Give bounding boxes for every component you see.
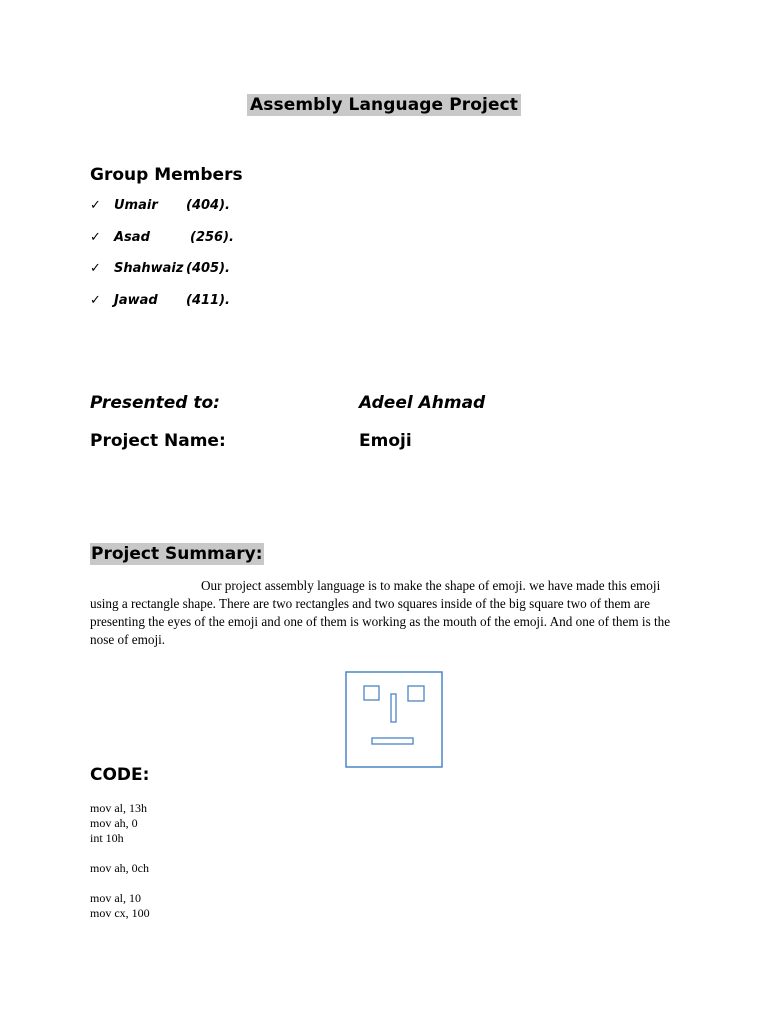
group-members-heading: Group Members [90,165,243,185]
code-line: int 10h [90,831,124,845]
project-summary-heading: Project Summary: [91,544,263,564]
list-item [90,261,234,293]
emoji-nose [391,694,396,722]
project-summary-text: Our project assembly language is to make the shape of emoji. we have made this emoji using a rectangle shape. There are two rectangles and two squares inside of the big square two of them are presenting the eyes of the emoji and one of them is working as the mouth of the emoji. And one of them is the nose of emoji. [90,578,671,647]
list-item [90,293,234,325]
code-line: mov al, 10 [90,891,141,905]
presented-to-value: Adeel Ahmad [359,393,486,413]
code-block [90,801,150,921]
member-id: (256). [190,229,234,245]
emoji-figure [345,671,443,768]
code-line: mov ah, 0 [90,816,138,830]
member-name: Asad [114,229,150,245]
emoji-left-eye [364,686,379,700]
emoji-mouth [372,738,413,744]
project-name-label: Project Name: [90,431,226,451]
presented-to-label: Presented to: [90,393,220,413]
list-item [90,198,234,230]
group-members-list [90,198,234,324]
member-name: Jawad [114,292,158,308]
member-id: (404). [186,198,230,213]
document-title-text: Assembly Language Project [247,94,521,116]
checkmark-icon: ✓ [90,198,101,213]
checkmark-icon: ✓ [90,229,101,245]
emoji-right-eye [408,686,424,701]
member-name: Umair [114,198,158,213]
code-line [90,876,150,891]
document-title [0,95,768,115]
member-id: (405). [186,261,230,276]
member-name: Shahwaiz [114,261,184,276]
code-line: mov al, 13h [90,801,147,815]
code-line: mov ah, 0ch [90,861,149,875]
code-line [90,846,150,861]
member-id: (411). [186,292,230,308]
checkmark-icon: ✓ [90,292,101,308]
project-name-value: Emoji [359,431,412,451]
code-line: mov cx, 100 [90,906,150,920]
list-item [90,230,234,262]
checkmark-icon: ✓ [90,261,101,276]
code-heading: CODE: [90,765,150,785]
